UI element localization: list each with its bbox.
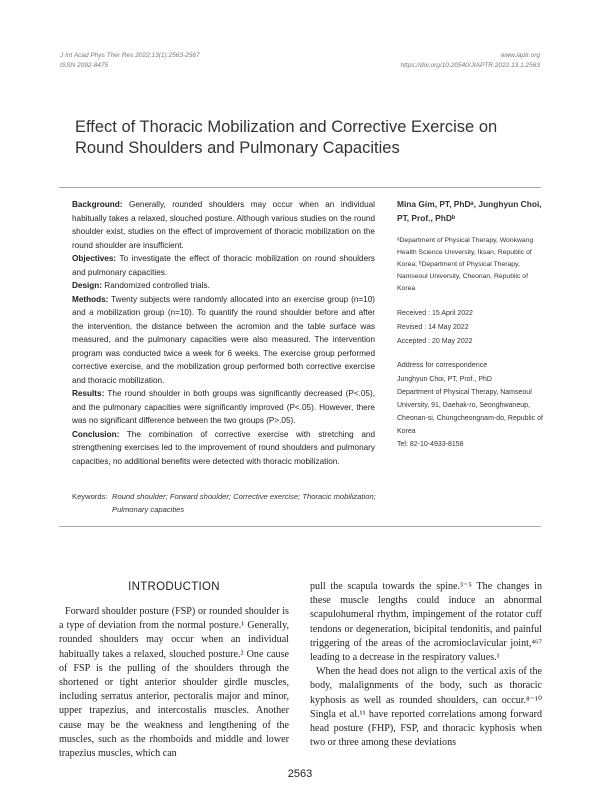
author-list: Mina Gim, PT, PhDᵃ, Junghyun Choi, PT, Prof., PhDᵇ [397,199,542,223]
doi-link[interactable]: https://doi.org/10.20540/JIAPTR.2022.13.1.2563 [400,62,540,69]
website-link[interactable]: www.iaptr.org [500,52,540,59]
revised-date: Revised : 14 May 2022 [397,324,469,331]
conclusion-label: Conclusion: [72,429,120,439]
body-column-right [310,580,542,750]
correspondence-tel: Tel: 82-10-4933-8158 [397,440,464,448]
article-info-sidebar [397,198,547,451]
accepted-date: Accepted : 20 May 2022 [397,338,473,345]
journal-citation [60,51,200,71]
correspondence-block [397,373,547,451]
abstract [72,198,375,468]
results-text: The round shoulder in both groups was significantly decreased (P<.05), and the pulmonary capacities were significantly improved (P<.05). However, there was no significant difference between the two groups (P>.05). [72,389,375,425]
objectives-text: To investigate the effect of thoracic mobilization on round shoulders and pulmonary capacities. [72,254,375,277]
background-label: Background: [72,200,123,209]
methods-label: Methods: [72,294,109,304]
received-date: Received : 15 April 2022 [397,310,473,317]
objectives-label: Objectives: [72,254,117,263]
correspondence-name: Junghyun Choi, PT, Prof., PhD [397,375,492,383]
body-column-left [59,605,289,761]
background-text: Generally, rounded shoulders may occur when an individual habitually takes a relaxed, slouched posture. Although various studies on the round shoulder exist, studies on the effect of improvement of thoracic mobilization on the round shoulder are insufficient. [72,200,375,250]
keywords-label: Keywords: [72,492,108,501]
section-heading-introduction: INTRODUCTION [128,581,220,593]
correspondence-heading: Address for correspondence [397,360,488,369]
design-text: Randomized controlled trials. [102,281,210,290]
abstract-objectives [72,252,375,279]
page-number: 2563 [287,768,313,780]
bottom-divider [59,526,541,527]
citation-line: J Int Acad Phys Ther Res 2022;13(1):2563-2567 [60,52,200,59]
correspondence-address: Department of Physical Therapy, Namseoul University, 91, Daehak-ro, Seonghwaneup, Cheonan-si, Chungcheongnam-do, Republic of Korea [397,388,543,435]
journal-links [401,51,541,71]
intro-paragraph-1: Forward shoulder posture (FSP) or rounded shoulder is a type of deviation from the normal posture.¹ Generally, rounded shoulders may occur when an individual habitually takes a relaxed, slouched posture.² One cause of FSP is the pulling of the shoulders through the shortened or tight anterior shoulder girdle muscles, including serratus anterior, pectoralis major and minor, upper trapezius, and intercostalis muscles. Another cause may be the weakness and lengthening of the muscles, such as the rhomboids and middle and lower trapezius muscles, which can [59,606,289,760]
design-label: Design: [72,281,103,290]
intro-paragraph-3: When the head does not align to the vertical axis of the body, malalignments of the body, such as thoracic kyphosis as well as rounded shoulders, can occur.⁸⁻¹⁰ Singla et al.¹¹ have reported correlations among forward head posture (FHP), FSP, and thoracic kyphosis when two or three among these deviations [310,666,542,749]
results-label: Results: [72,389,105,398]
abstract-results [72,387,375,428]
abstract-design [72,279,375,293]
top-divider [59,187,541,188]
abstract-methods [72,293,375,388]
abstract-background [72,198,375,252]
methods-text: Twenty subjects were randomly allocated into an exercise group (n=10) and a mobilization group (n=10). To quantify the round shoulder before and after the intervention, the distance between the acromion and the table surface was measured, and the pulmonary capacities were also measured. The intervention program was conducted twice a week for 6 weeks. The exercise group performed corrective exercise, and the mobilization group performed both corrective exercise and thoracic mobilization. [72,294,375,385]
keywords-text: Round shoulder; Forward shoulder; Corrective exercise; Thoracic mobilization; Pulmonary capacities [112,492,376,514]
issn-line: ISSN 2092-8475 [60,62,109,69]
abstract-conclusion [72,428,375,469]
affiliations: ᵃDepartment of Physical Therapy, Wonkwang Health Science University, Iksan, Republic of Korea; ᵇDepartment of Physical Therapy, Namseoul University, Cheonan, Republic of Korea [397,237,534,292]
intro-paragraph-2: pull the scapula towards the spine.³⁻⁵ The changes in these muscle lengths could induce an abnormal scapulohumeral rhythm, impingement of the rotator cuff tendons or degeneration, bicipital tendonitis, and painful triggering of the areas of the acromioclavicular joint,⁴⁶⁷ leading to a decrease in the respiratory values.¹ [310,581,542,664]
paper-title: Effect of Thoracic Mobilization and Corrective Exercise on Round Shoulders and Pulmonary Capacities [75,118,498,157]
article-dates [397,307,547,349]
conclusion-text: The combination of corrective exercise with stretching and strengthening exercises led to the improvement of round shoulders and pulmonary capacities, no additional benefits were detected with thoracic mobilization. [72,429,375,466]
